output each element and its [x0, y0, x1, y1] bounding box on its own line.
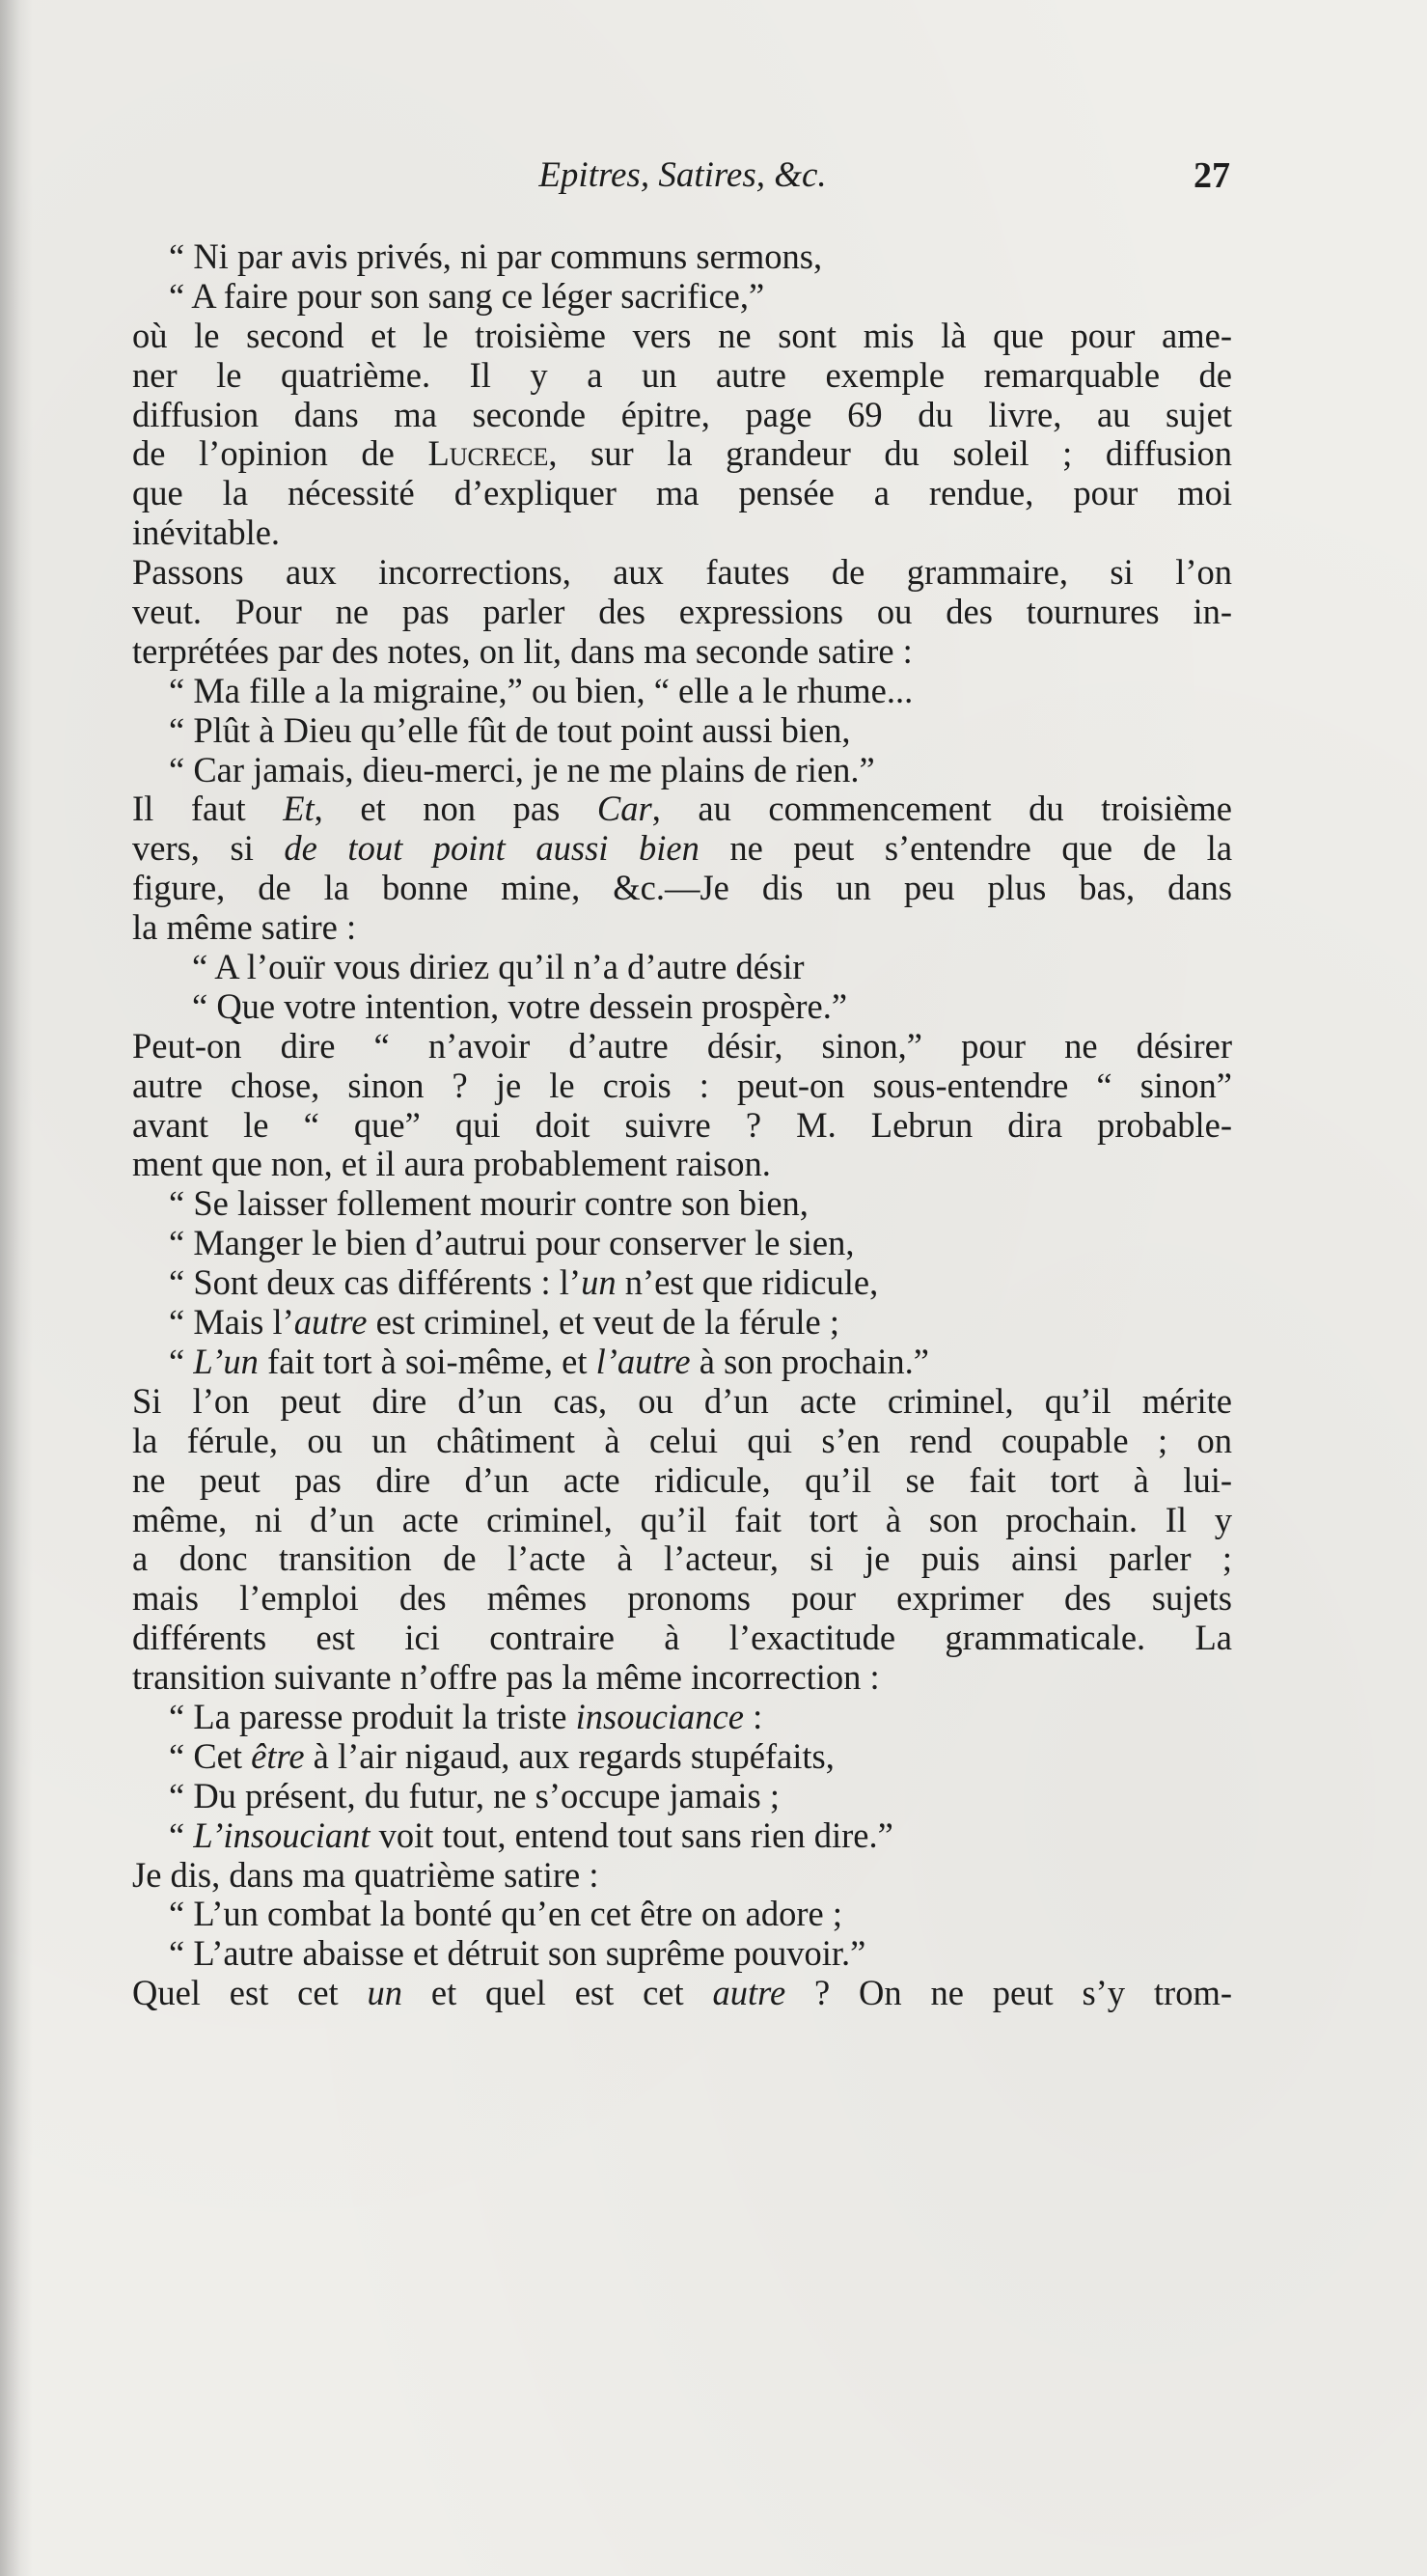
- text-line: Quel est cet un et quel est cet autre ? On ne peut s’y trom-: [132, 1973, 1232, 2013]
- running-title: Epitres, Satires, &c.: [538, 155, 827, 195]
- text-line: la même satire :: [132, 907, 357, 948]
- text-line: ment que non, et il aura probablement raison.: [132, 1144, 771, 1184]
- text-line: “ Mais l’autre est criminel, et veut de la férule ;: [169, 1302, 839, 1343]
- text-line: “ Manger le bien d’autrui pour conserver le sien,: [169, 1223, 855, 1263]
- body-text: [132, 237, 1232, 2013]
- text-line: Si l’on peut dire d’un cas, ou d’un acte criminel, qu’il mérite: [132, 1380, 1232, 1421]
- text-line: “ Cet être à l’air nigaud, aux regards stupéfaits,: [169, 1735, 835, 1776]
- page-number: 27: [1194, 155, 1230, 196]
- text-line: différents est ici contraire à l’exactitude grammaticale. La: [132, 1618, 1232, 1658]
- text-line: inévitable.: [132, 512, 281, 553]
- text-line: “ Ma fille a la migraine,” ou bien, “ elle a le rhume...: [169, 670, 914, 710]
- text-line: “ A l’ouïr vous diriez qu’il n’a d’autre désir: [192, 947, 805, 987]
- text-line: “ Plût à Dieu qu’elle fût de tout point aussi bien,: [169, 709, 851, 750]
- text-line: “ L’insouciant voit tout, entend tout sans rien dire.”: [169, 1814, 893, 1855]
- text-line: de l’opinion de Lucrece, sur la grandeur du soleil ; diffusion: [132, 433, 1233, 474]
- text-line: veut. Pour ne pas parler des expressions ou des tournures in-: [132, 592, 1232, 632]
- text-line: mais l’emploi des mêmes pronoms pour exprimer des sujets: [132, 1578, 1232, 1619]
- text-line: “ L’un fait tort à soi-même, et l’autre à son prochain.”: [169, 1341, 929, 1381]
- text-line: où le second et le troisième vers ne sont mis là que pour ame-: [132, 315, 1232, 355]
- text-line: “ Du présent, du futur, ne s’occupe jamais ;: [169, 1775, 781, 1815]
- text-line: transition suivante n’offre pas la même incorrection :: [132, 1657, 880, 1698]
- text-line: que la nécessité d’expliquer ma pensée a rendue, pour moi: [132, 473, 1232, 513]
- text-line: diffusion dans ma seconde épitre, page 69 du livre, au sujet: [132, 394, 1232, 434]
- text-line: Il faut Et, et non pas Car, au commencement du troisième: [132, 789, 1232, 829]
- text-line: avant le “ que” qui doit suivre ? M. Lebrun dira probable-: [132, 1104, 1232, 1145]
- text-line: “ Sont deux cas différents : l’un n’est que ridicule,: [169, 1262, 879, 1303]
- page-header: [135, 154, 1230, 212]
- text-line: “ Ni par avis privés, ni par communs sermons,: [169, 236, 823, 276]
- text-line: Je dis, dans ma quatrième satire :: [132, 1854, 599, 1895]
- text-line: “ La paresse produit la triste insouciance :: [169, 1696, 763, 1736]
- text-line: Passons aux incorrections, aux fautes de grammaire, si l’on: [132, 552, 1232, 593]
- text-line: même, ni d’un acte criminel, qu’il fait tort à son prochain. Il y: [132, 1499, 1232, 1539]
- text-line: terprétées par des notes, on lit, dans ma seconde satire :: [132, 630, 913, 671]
- text-line: “ A faire pour son sang ce léger sacrifice,”: [169, 275, 765, 316]
- text-line: figure, de la bonne mine, &c.—Je dis un peu plus bas, dans: [132, 868, 1232, 908]
- text-line: a donc transition de l’acte à l’acteur, si je puis ainsi parler ;: [132, 1538, 1232, 1579]
- text-line: ne peut pas dire d’un acte ridicule, qu’il se fait tort à lui-: [132, 1459, 1232, 1500]
- text-line: “ Que votre intention, votre dessein prospère.”: [192, 985, 848, 1026]
- text-line: la férule, ou un châtiment à celui qui s’en rend coupable ; on: [132, 1420, 1232, 1460]
- text-line: autre chose, sinon ? je le crois : peut-on sous-entendre “ sinon”: [132, 1065, 1232, 1105]
- text-line: Peut-on dire “ n’avoir d’autre désir, sinon,” pour ne désirer: [132, 1025, 1232, 1066]
- text-line: “ L’un combat la bonté qu’en cet être on adore ;: [169, 1894, 842, 1934]
- text-line: vers, si de tout point aussi bien ne peut s’entendre que de la: [132, 828, 1233, 869]
- text-line: ner le quatrième. Il y a un autre exemple remarquable de: [132, 354, 1232, 395]
- text-line: “ Car jamais, dieu-merci, je ne me plains de rien.”: [169, 749, 875, 789]
- text-line: “ L’autre abaisse et détruit son suprême pouvoir.”: [169, 1933, 866, 1974]
- page-gutter-shadow: [0, 0, 33, 2576]
- text-line: “ Se laisser follement mourir contre son bien,: [169, 1183, 809, 1224]
